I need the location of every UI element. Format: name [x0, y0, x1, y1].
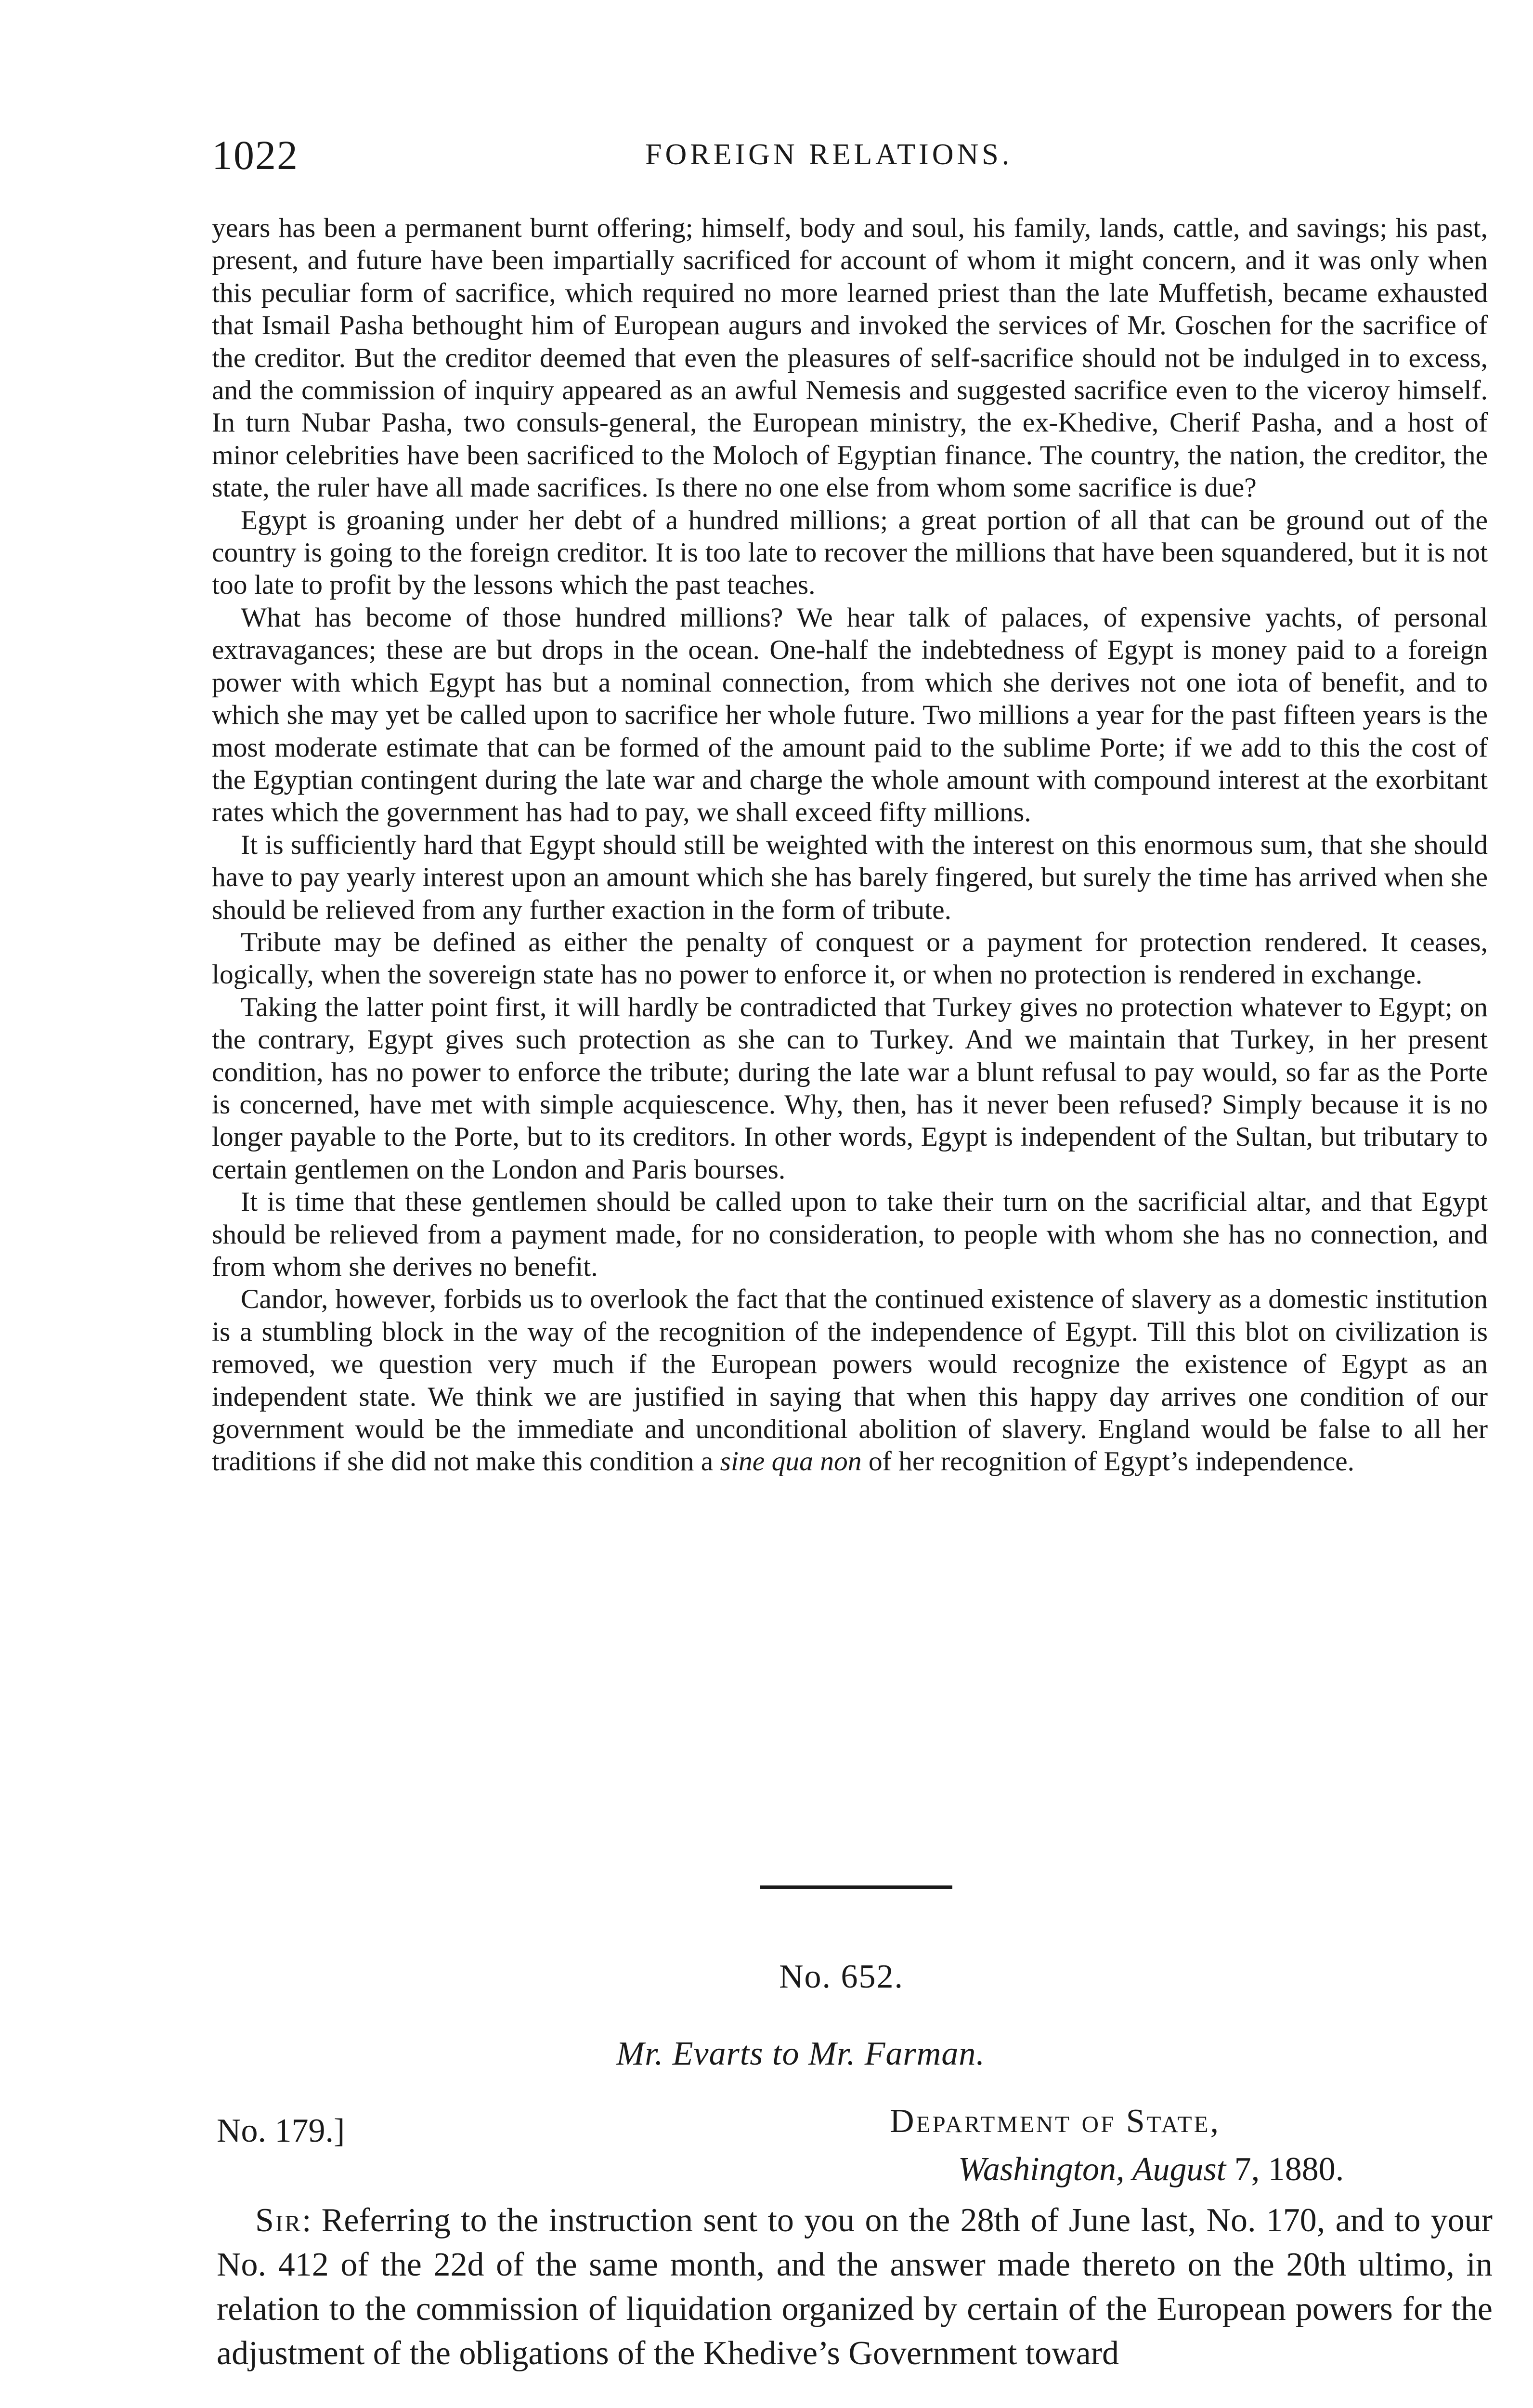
department-heading: Department of State,	[890, 2103, 1221, 2140]
document-title: Mr. Evarts to Mr. Farman.	[616, 2035, 985, 2072]
instruction-number: No. 179.]	[217, 2112, 345, 2149]
enclosure-text	[212, 212, 1488, 1478]
dateline-place: Washington, August	[958, 2151, 1226, 2188]
paragraph-8-end: of her recognition of Egypt’s independence.	[861, 1446, 1354, 1477]
paragraph-8-italic: sine qua non	[720, 1446, 862, 1477]
dateline-date: 7, 1880.	[1226, 2151, 1344, 2188]
section-divider	[760, 1885, 952, 1889]
letter-body	[217, 2199, 1493, 2376]
dateline	[958, 2150, 1344, 2189]
paragraph-1: years has been a permanent burnt offering; himself, body and soul, his family, lands, cattle, and savings; his past, present, and future have been impartially sacrificed for account of whom it might concern, and it was only when this peculiar form of sacrifice, which required no more learned priest than the late Muffetish, became exhausted that Ismail Pasha bethought him of European augurs and invoked the services of Mr. Goschen for the sacrifice of the creditor. But the creditor deemed that even the pleasures of self-sacrifice should not be indulged in to excess, and the commission of inquiry appeared as an awful Nemesis and suggested sacrifice even to the viceroy himself. In turn Nubar Pasha, two consuls-general, the European ministry, the ex-Khedive, Cherif Pasha, and a host of minor celebrities have been sacrificed to the Moloch of Egyptian finance. The country, the nation, the creditor, the state, the ruler have all made sacrifices. Is there no one else from whom some sacrifice is due?	[212, 213, 1488, 503]
salutation: Sir	[255, 2202, 302, 2239]
paragraph-5: Tribute may be defined as either the penalty of conquest or a payment for protection rendered. It ceases, logically, when the sovereign state has no power to enforce it, or when no protection is rendered in exchange.	[212, 927, 1488, 990]
paragraph-7: It is time that these gentlemen should be called upon to take their turn on the sacrificial altar, and that Egypt should be relieved from a payment made, for no consideration, to people with whom she has no connection, and from whom she derives no benefit.	[212, 1187, 1488, 1282]
paragraph-6: Taking the latter point first, it will hardly be contradicted that Turkey gives no protection whatever to Egypt; on the contrary, Egypt gives such protection as she can to Turkey. And we maintain that Turkey, in her present condition, has no power to enforce the tribute; during the late war a blunt refusal to pay would, so far as the Porte is concerned, have met with simple acquiescence. Why, then, has it never been refused? Simply because it is no longer payable to the Porte, but to its creditors. In other words, Egypt is independent of the Sultan, but tributary to certain gentlemen on the London and Paris bourses.	[212, 992, 1488, 1185]
page-number: 1022	[212, 132, 299, 178]
running-title: FOREIGN RELATIONS.	[645, 138, 1013, 171]
paragraph-8-start: Candor, however, forbids us to overlook the fact that the continued existence of slavery as a domestic institution is a stumbling block in the way of the recognition of the independence of Egypt. Till this blot on civilization is removed, we question very much if the European powers would recognize the existence of Egypt as an independent state. We think we are justified in saying that when this happy day arrives one condition of our government would be the immediate and unconditional abolition of slavery. England would be false to all her traditions if she did not make this condition a	[212, 1284, 1488, 1477]
document-number: No. 652.	[779, 1958, 904, 1995]
paragraph-2: Egypt is groaning under her debt of a hundred millions; a great portion of all that can be ground out of the country is going to the foreign creditor. It is too late to recover the millions that have been squandered, but it is not too late to profit by the lessons which the past teaches.	[212, 505, 1488, 601]
page-header	[212, 131, 1512, 184]
letter-body-text: : Referring to the instruction sent to you on the 28th of June last, No. 170, and to your No. 412 of the 22d of the same month, and the answer made thereto on the 20th ultimo, in relation to the commission of liquidation organized by certain of the European powers for the adjustment of the obligations of the Khedive’s Government toward	[217, 2202, 1493, 2372]
paragraph-4: It is sufficiently hard that Egypt should still be weighted with the interest on this enormous sum, that she should have to pay yearly interest upon an amount which she has barely fingered, but surely the time has arrived when she should be relieved from any further exaction in the form of tribute.	[212, 829, 1488, 925]
letter-paragraph-1	[217, 2199, 1493, 2376]
paragraph-8	[212, 1283, 1488, 1478]
paragraph-3: What has become of those hundred millions? We hear talk of palaces, of expensive yachts, of personal extravagances; these are but drops in the ocean. One-half the indebtedness of Egypt is money paid to a foreign power with which Egypt has but a nominal connection, from which she derives not one iota of benefit, and to which she may yet be called upon to sacrifice her whole future. Two millions a year for the past fifteen years is the most moderate estimate that can be formed of the amount paid to the sublime Porte; if we add to this the cost of the Egyptian contingent during the late war and charge the whole amount with compound interest at the exorbitant rates which the government has had to pay, we shall exceed fifty millions.	[212, 602, 1488, 828]
